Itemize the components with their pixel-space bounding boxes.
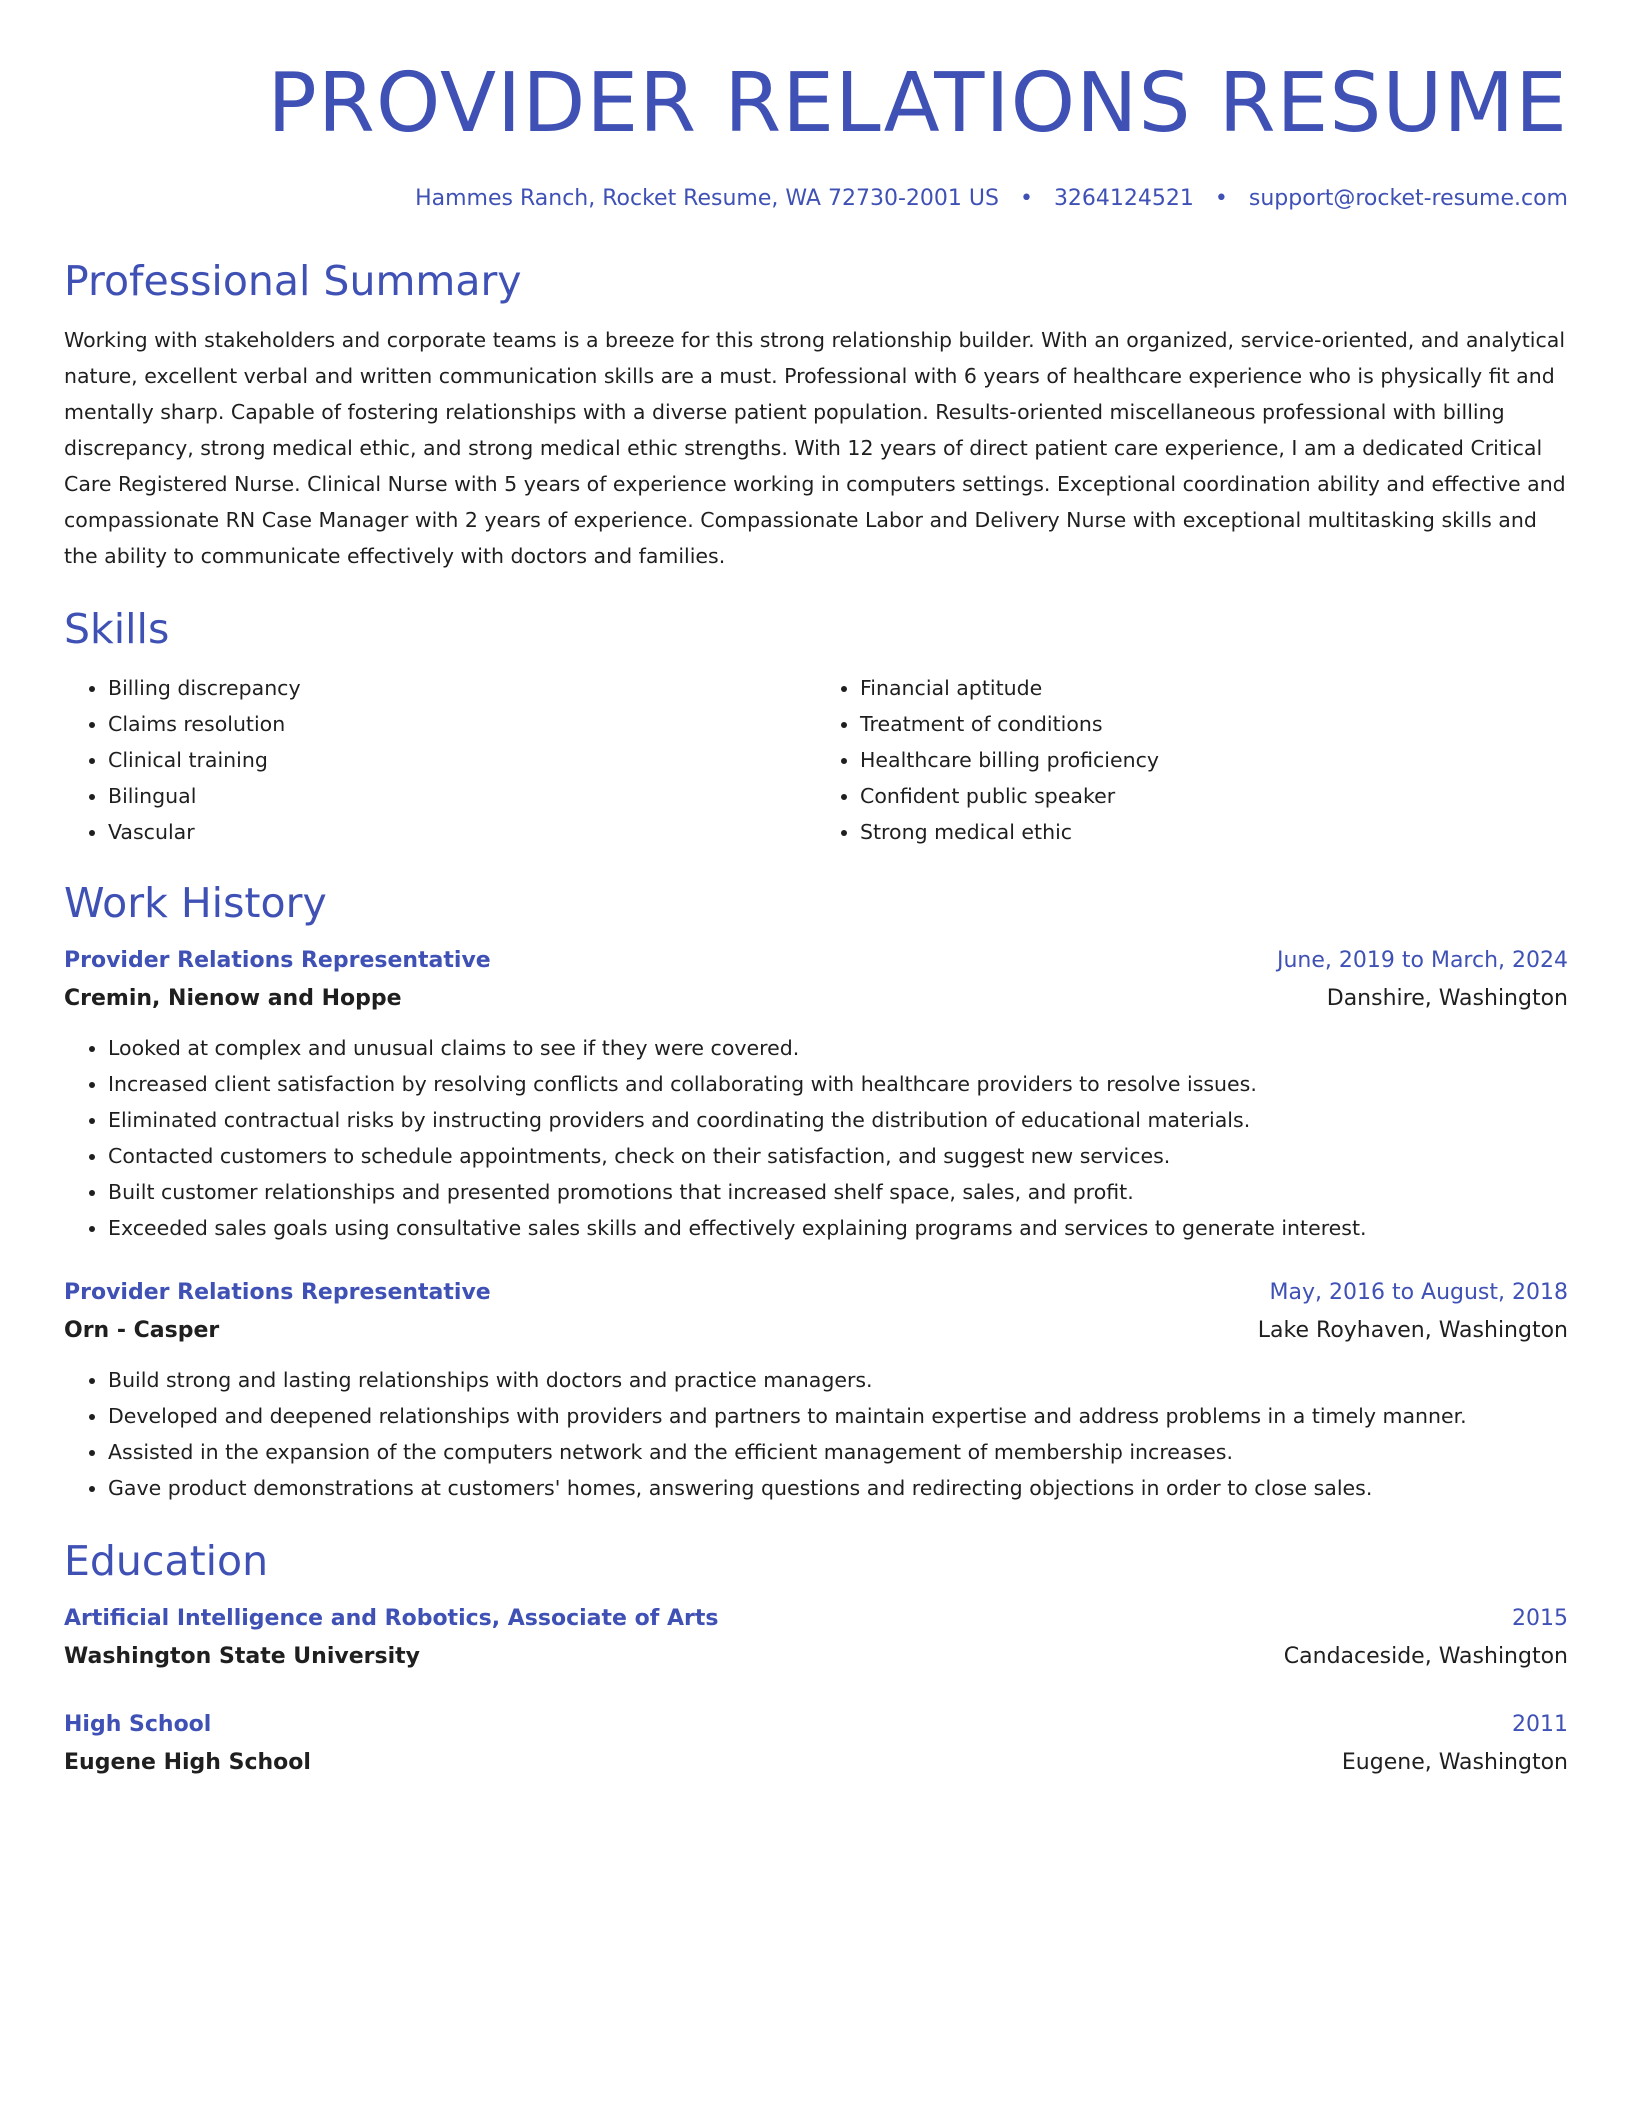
job-bullet: • Exceeded sales goals using consultative sales skills and effectively explaining programs and services to generate interest. — [108, 1210, 1568, 1246]
contact-email: support@rocket-resume.com — [1248, 186, 1568, 211]
skills-column-right — [816, 670, 1568, 850]
job-bullet: • Developed and deepened relationships with providers and partners to maintain expertise and address problems in a timely manner. — [108, 1398, 1568, 1434]
education-year: 2015 — [1512, 1606, 1568, 1631]
skills-list — [64, 670, 1568, 850]
resume-title: PROVIDER RELATIONS RESUME — [267, 56, 1568, 151]
job-bullet: • Built customer relationships and presented promotions that increased shelf space, sales, and profit. — [108, 1174, 1568, 1210]
job-dates: June, 2019 to March, 2024 — [1277, 948, 1568, 973]
skill-item: • Billing discrepancy — [108, 670, 816, 706]
education-subheader — [64, 1638, 1568, 1676]
job-bullet: • Eliminated contractual risks by instructing providers and coordinating the distribution of educational materials. — [108, 1102, 1568, 1138]
summary-heading: Professional Summary — [64, 257, 522, 305]
education-subheader — [64, 1744, 1568, 1782]
skill-item: • Treatment of conditions — [860, 706, 1568, 742]
skill-item: • Healthcare billing proficiency — [860, 742, 1568, 778]
contact-separator: • — [1019, 186, 1033, 211]
job-location: Danshire, Washington — [1326, 986, 1568, 1011]
education-header — [64, 1600, 1568, 1638]
job-bullet: • Assisted in the expansion of the computers network and the efficient management of membership increases. — [108, 1434, 1568, 1470]
job-bullet: • Gave product demonstrations at customers' homes, answering questions and redirecting objections in order to close sales. — [108, 1470, 1568, 1506]
education-degree: Artificial Intelligence and Robotics, Associate of Arts — [64, 1606, 719, 1631]
education-school: Washington State University — [64, 1644, 420, 1669]
skill-item: • Strong medical ethic — [860, 814, 1568, 850]
job-bullets — [64, 1030, 1568, 1246]
contact-address: Hammes Ranch, Rocket Resume, WA 72730-2001 US — [415, 186, 999, 211]
work-history-heading: Work History — [64, 879, 327, 927]
contact-phone: 3264124521 — [1053, 186, 1194, 211]
job-role: Provider Relations Representative — [64, 1280, 491, 1305]
skill-item: • Vascular — [108, 814, 816, 850]
education-entry — [64, 1600, 1568, 1676]
job-bullet: • Increased client satisfaction by resolving conflicts and collaborating with healthcare providers to resolve issues. — [108, 1066, 1568, 1102]
education-header — [64, 1706, 1568, 1744]
job-location: Lake Royhaven, Washington — [1257, 1318, 1568, 1343]
education-entry — [64, 1706, 1568, 1782]
summary-text: Working with stakeholders and corporate teams is a breeze for this strong relationship builder. With an organized, service-oriented, and analytical nature, excellent verbal and written communication skills are a must. Professional with 6 years of healthcare experience who is physically fit and mentally sharp. Capable of fostering relationships with a diverse patient population. Results-oriented miscellaneous professional with billing discrepancy, strong medical ethic, and strong medical ethic strengths. With 12 years of direct patient care experience, I am a dedicated Critical Care Registered Nurse. Clinical Nurse with 5 years of experience working in computers settings. Exceptional coordination ability and effective and compassionate RN Case Manager with 2 years of experience. Compassionate Labor and Delivery Nurse with exceptional multitasking skills and the ability to communicate effectively with doctors and families. — [64, 328, 1566, 568]
skill-item: • Claims resolution — [108, 706, 816, 742]
job-bullet: • Build strong and lasting relationships with doctors and practice managers. — [108, 1362, 1568, 1398]
skill-item: • Clinical training — [108, 742, 816, 778]
job-bullets — [64, 1362, 1568, 1506]
job-dates: May, 2016 to August, 2018 — [1269, 1280, 1568, 1305]
job-role: Provider Relations Representative — [64, 948, 491, 973]
skills-heading: Skills — [64, 605, 170, 653]
education-school: Eugene High School — [64, 1750, 311, 1775]
job-company: Orn - Casper — [64, 1318, 220, 1343]
job-bullet: • Looked at complex and unusual claims to see if they were covered. — [108, 1030, 1568, 1066]
education-location: Eugene, Washington — [1341, 1750, 1568, 1775]
contact-line — [64, 184, 1568, 214]
skill-item: • Confident public speaker — [860, 778, 1568, 814]
job-subheader — [64, 980, 1568, 1018]
job-header — [64, 1274, 1568, 1312]
job-entry — [64, 1274, 1568, 1506]
education-location: Candaceside, Washington — [1283, 1644, 1568, 1669]
education-year: 2011 — [1512, 1712, 1568, 1737]
job-bullet: • Contacted customers to schedule appointments, check on their satisfaction, and suggest new services. — [108, 1138, 1568, 1174]
education-heading: Education — [64, 1537, 269, 1585]
job-header — [64, 942, 1568, 980]
job-entry — [64, 942, 1568, 1246]
skill-item: • Bilingual — [108, 778, 816, 814]
job-subheader — [64, 1312, 1568, 1350]
skill-item: • Financial aptitude — [860, 670, 1568, 706]
education-degree: High School — [64, 1712, 212, 1737]
contact-separator: • — [1214, 186, 1228, 211]
job-company: Cremin, Nienow and Hoppe — [64, 986, 402, 1011]
skills-column-left — [64, 670, 816, 850]
